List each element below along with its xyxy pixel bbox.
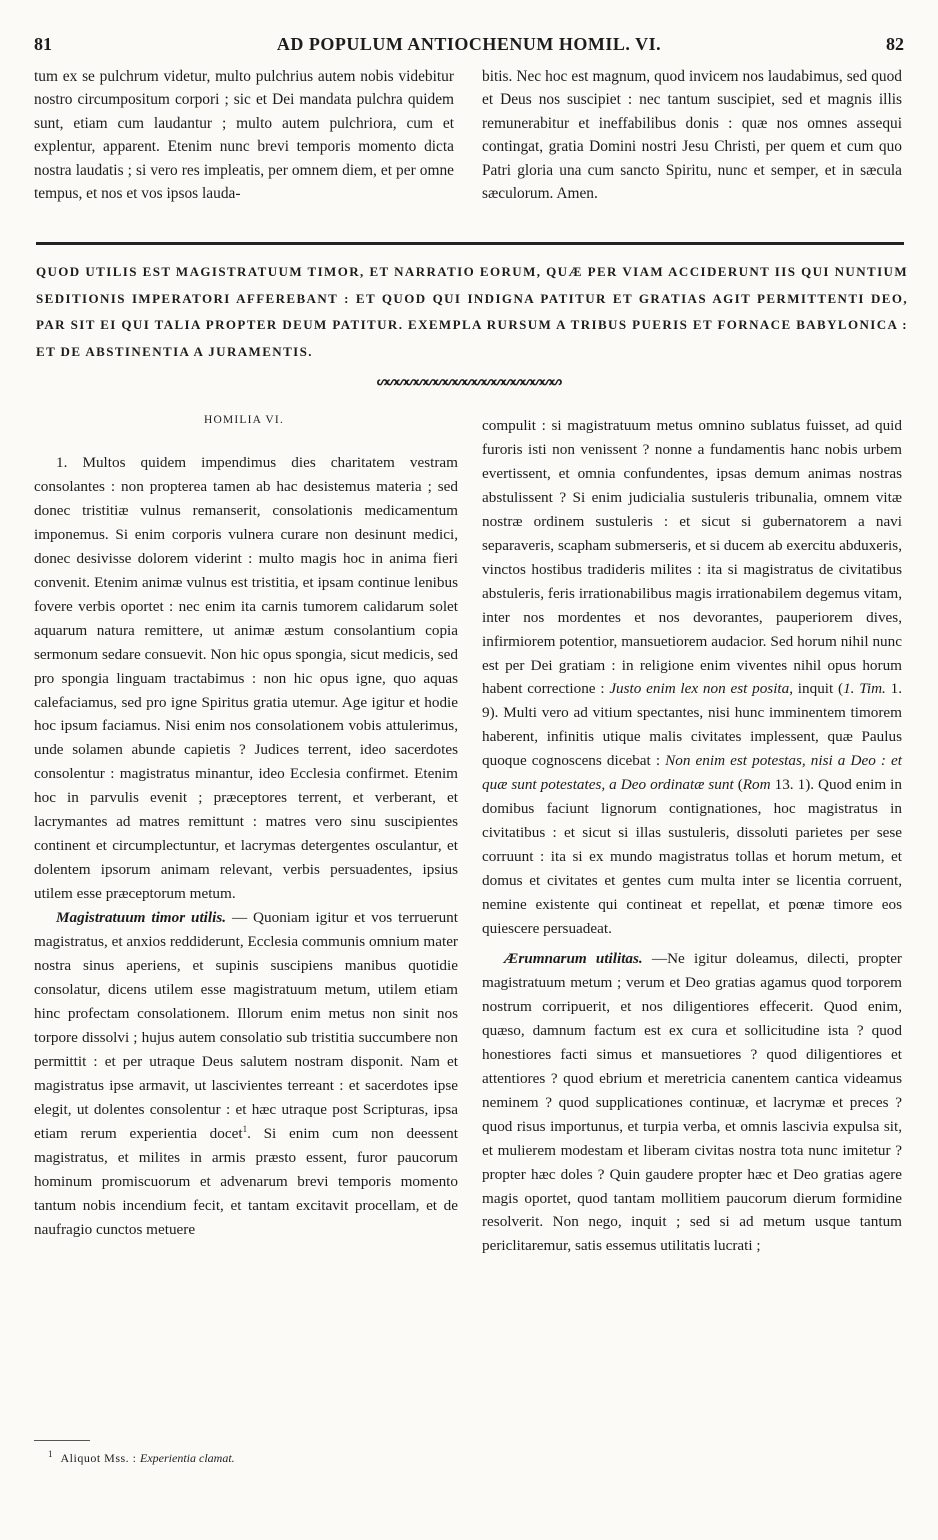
footnote-text: Experientia clamat.	[140, 1451, 235, 1465]
paragraph-2	[34, 906, 458, 1241]
page-header	[34, 34, 904, 58]
section-title: QUOD UTILIS EST MAGISTRATUUM TIMOR, ET NARRATIO EORUM, QUÆ PER VIAM ACCIDERUNT IIS QUI NUNTIUM SEDITIONIS IMPERATORI AFFEREBANT : ET QUOD QUI INDIGNA PATITUR ET GRATIAS AGIT PERMITTENTI DEO, PAR SIT EI QUI TALIA PROPTER DEUM PATITUR. EXEMPLA RURSUM A TRIBUS PUERIS ET FORNACE BABYLONICA : ET DE ABSTINENTIA A JURAMENTIS.	[36, 264, 908, 359]
page-number-right: 82	[886, 34, 904, 54]
paragraph-text: — Quoniam igitur et vos terruerunt magistratus, et anxios reddiderunt, Ecclesia communis omnium mater nostra sinus aperiens, et supinis suscipiens manibus quotidie consolatur, dicens utilem esse magistratuum metum, utilem etiam hinc profectam consolationem. Illorum enim metus non sinit nos torpore dissolvi ; hujus autem consolatio sub tristitia succumbere non permittit : et per utraque Deus salutem nostram disponit. Nam et magistratus ipse armavit, ut lascivientes terreant : et sacerdotes ipse elegit, ut dolentes consolentur : et hæc utraque post Scripturas, ipsa etiam rerum experientia docet	[34, 909, 458, 1142]
page-number-left: 81	[34, 34, 52, 54]
footnote-reference: 1	[242, 1123, 248, 1134]
footnote	[48, 1446, 448, 1466]
body-right-column	[482, 414, 902, 1258]
section-divider	[36, 242, 904, 245]
side-heading: Magistratuum timor utilis.	[56, 909, 227, 927]
paragraph-text: . Si enim cum non deessent magistratus, et milites in armis præsto essent, furor paucorum hominum promiscuorum et advenarum brevi temporis momento tantum nobis incendium fecit, et tantam excitavit procellam, et de naufragio cunctos metuere	[34, 1124, 458, 1238]
paragraph-text: —Ne igitur doleamus, dilecti, propter magistratuum metum ; verum et Deo gratias agamus quod torporem nostrum corripuerit, et nos diligentiores effecerit. Quod enim, quæso, damnum factum est ex cura et sollicitudine ista ? quod honestiores facti simus et mansuetiores ? quod diligentiores et attentiores ? quod ebrium et meretricia canentem cantica videamus neminem ? quod supplicationes continuæ, et lacrymæ et preces ? quod risus importunus, et turpia verba, et omnis lascivia expulsa sit, et mulierem modestam et liberam civitas nostra tota nunc imitetur ? propter hæc doles ? Quin gaudere propter hæc et Deo gratias agere magis oportet, quod tantam mollitiem paucorum dierum formidine resolverit. Non nego, inquit ; sed si ad metum usque tantum periclitaremur, satis essemus utilitatis lucrati ;	[482, 949, 902, 1255]
paragraph-3	[482, 414, 902, 941]
footnote-label: Aliquot Mss. :	[60, 1451, 141, 1465]
body-left-column	[34, 451, 458, 1241]
scripture-reference: Rom	[742, 776, 771, 794]
paragraph-text: 13. 1). Quod enim in domibus faciunt lignorum contignationes, hoc magistratus in civitatibus : et sicut si illas sustuleris, dissoluti parietes per sese corruunt : ita si ex mundo magistratus tollas et horum metum, et domus et civitates et gentes cum multa inter se licentia corruent, nemine existente qui contineat et repellat, et pœnæ timore eos quiescere persuadeat.	[482, 776, 902, 938]
homily-heading: HOMILIA VI.	[203, 414, 285, 426]
scripture-reference: 1. Tim.	[843, 680, 886, 698]
scripture-quote: Justo enim lex non est posita	[609, 680, 790, 698]
side-heading: Ærumnarum utilitas.	[504, 949, 643, 967]
top-left-paragraph: tum ex se pulchrum videtur, multo pulchrius autem nobis videbitur nostro circumpositum corpori ; sic et Dei mandata pulchra quidem sunt, etiam cum laudantur ; multo autem pulchriora, cum et explentur, apparent. Etenim nunc brevi temporis momento dicta nostra laudatis ; si vero res impleatis, per omnem diem, et per omne tempus, et nos et vos ipsos lauda-	[34, 68, 454, 203]
top-right-paragraph: bitis. Nec hoc est magnum, quod invicem nos laudabimus, sed quod et Deus nos suscipiet : nec tantum suscipiet, sed et magnis illis remunerabitur et ineffabilibus donis : quæ nos omnes assequi contingat, gratia Domini nostri Jesu Christi, per quem et cum quo Patri gloria una cum sancto Spiritu, nunc et semper, et in sæcula sæculorum. Amen.	[482, 68, 902, 203]
paragraph-1: 1. Multos quidem impendimus dies charitatem vestram consolantes : non propterea tamen ab hac desistemus materia ; sed donec tristitiæ vulnus remanserit, consolationis medicamentum imponemus. Si enim corporis vulnera curare non desinunt medici, donec desivisse dolorem viderint : multo magis hoc in anima fieri convenit. Etenim animæ vulnus est tristitia, et ipsam continue lenibus fovere verbis oportet : nec enim ita carnis tumorem calidarum solet aquarum natura remittere, ut animæ æstum consolantium copia sermonum sedare consuevit. Non hic opus spongia, sicut medicis, sed pro spongia linguam tractabimus : non hic opus igne, quo aquas calefaciamus, sed pro igne Spiritus gratia utemur. Age igitur et hodie hoc ipsum faciamus. Nisi enim nos consolationem vobis attulerimus, unde solamen abunde capietis ? Judices terrent, ideo sacerdotes consolentur : magistratus minantur, ideo Ecclesia confirmet. Etenim hoc in parvulis evenit ; præceptores terrent, et verberant, et lacrymantes ad matres remittunt : matres vero sinu suscipientes continent et circumplectuntur, et lacrymas detergentes osculantur, et dolentem ipsorum animam relevant, verbis persuadentes, ipsius utilem esse præceptorum metum.	[34, 454, 458, 903]
top-right-column	[482, 65, 902, 205]
paragraph-text: (	[733, 776, 743, 794]
paragraph-text: , inquit (	[789, 680, 844, 698]
running-title: AD POPULUM ANTIOCHENUM HOMIL. VI.	[276, 34, 662, 54]
paragraph-text: 1. 9). Multi vero ad vitium spectantes, nisi hunc imminentem timorem haberent, infinitis utique malis civitates implessent, quæ Paulus quoque cognoscens dicebat :	[482, 680, 903, 770]
ornament-divider: ᔕᔕᔕᔕᔕᔕᔕᔕᔕᔕᔕᔕᔕᔕᔕᔕᔕᔕᔕ	[376, 374, 562, 388]
paragraph-text: compulit : si magistratuum metus omnino sublatus fuisset, ad quid furoris isti non venissent ? nonne a fundamentis hanc nobis urbem evertissent, et omnia confundentes, ipsas demum animas nostras abstulissent ? Si enim judicialia sustuleris tribunalia, omnem vitæ nostræ ordinem sustuleris : et sicut si gubernatorem a navi separaveris, scapham submerseris, et si ducem ab exercitu abduxeris, vinctos hostibus tradideris milites : ita si magistratus de civitatibus abstuleris, feris irrationabilibus magis irrationabilem degemus vitam, inter nos mordentes et nos devorantes, pauperiorem dives, infirmiorem potentior, mansuetiorem audacior. Sed horum nihil nunc est per Dei gratiam : in religione enim viventes nihil opus horum habent correctione :	[482, 417, 902, 698]
paragraph-4	[482, 947, 902, 1258]
scripture-quote: Non enim est potestas, nisi a Deo : et quæ sunt potestates, a Deo ordinatæ sunt	[482, 752, 902, 794]
footnote-mark: 1	[48, 1449, 53, 1459]
top-left-column	[34, 65, 454, 205]
footnote-divider	[34, 1440, 90, 1441]
